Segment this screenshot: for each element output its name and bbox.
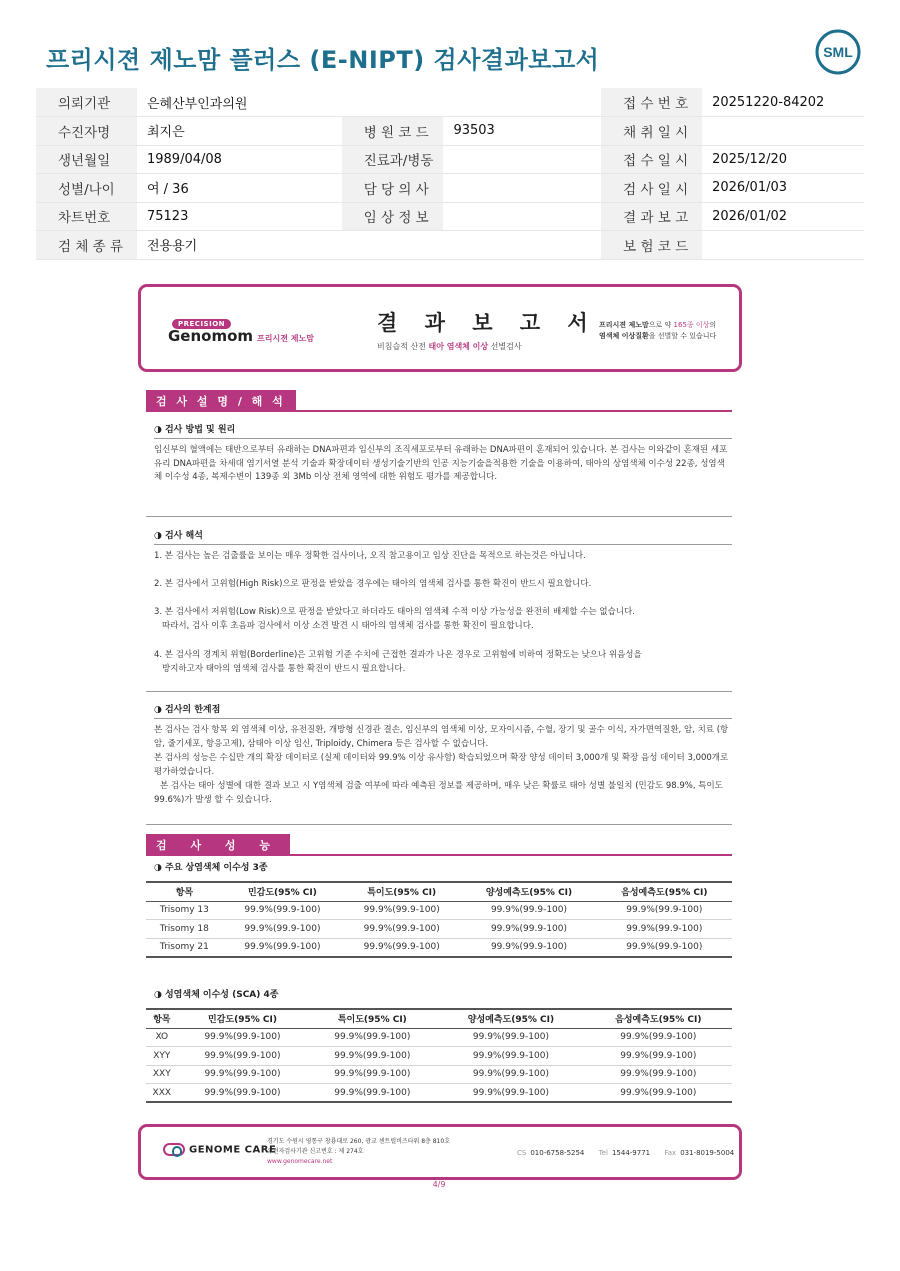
info-label: 병 원 코 드	[342, 117, 444, 146]
info-value: 2025/12/20	[702, 145, 864, 174]
table-cell: 99.9%(99.9-100)	[342, 938, 461, 957]
info-value	[443, 88, 601, 117]
table-cell: 99.9%(99.9-100)	[437, 1028, 584, 1047]
logo-text: SML	[823, 44, 853, 60]
banner-title: 결 과 보 고 서	[377, 311, 598, 335]
table-cell: 99.9%(99.9-100)	[585, 1047, 732, 1066]
interp-item-3: 3. 본 검사에서 저위험(Low Risk)으로 판정을 받았다고 하더라도 태아의 염색체 수적 이상 가능성을 완전히 배제할 수는 없습니다.	[154, 607, 635, 617]
info-label	[342, 231, 444, 260]
limit-item-3: 본 검사는 태아 성별에 대한 결과 보고 시 Y염색체 검출 여부에 따라 예측된 정보를 제공하며, 매우 낮은 확률로 태아 성별 불일치 (민감도 98.9%, 특이도 99.6%)가 발생 할 수 있습니다.	[154, 781, 723, 805]
limit-title: ◑ 검사의 한계점	[154, 702, 732, 719]
divider	[146, 824, 732, 825]
table-cell: 99.9%(99.9-100)	[597, 920, 732, 939]
info-label: 접 수 번 호	[601, 88, 702, 117]
table2-title: ◑ 성염색체 이수성 (SCA) 4종	[154, 990, 279, 1000]
genome-care-icon	[163, 1143, 185, 1156]
info-label: 생년월일	[36, 145, 137, 174]
interp-item-3-cont: 따라서, 검사 이후 초음파 검사에서 이상 소견 발견 시 태아의 염색체 검사를 통한 확진이 필요합니다.	[162, 621, 534, 631]
info-label: 검 체 종 류	[36, 231, 137, 260]
table-cell: 99.9%(99.9-100)	[223, 901, 342, 920]
table-cell: 99.9%(99.9-100)	[342, 901, 461, 920]
info-value: 2026/01/03	[702, 174, 864, 203]
table-row	[146, 901, 732, 920]
performance-table-sca	[146, 1008, 732, 1103]
table-cell: Trisomy 21	[146, 938, 223, 957]
table-row	[146, 920, 732, 939]
info-row	[36, 202, 864, 231]
column-header: 민감도(95% CI)	[178, 1009, 308, 1028]
table-cell: Trisomy 13	[146, 901, 223, 920]
info-label: 의뢰기관	[36, 88, 137, 117]
table-cell: XXX	[146, 1084, 178, 1103]
info-label: 담 당 의 사	[342, 174, 444, 203]
table-cell: 99.9%(99.9-100)	[461, 920, 596, 939]
limit-item-2: 본 검사의 성능은 수십만 개의 확장 데이터로 (실제 데이터와 99.9% 이상 유사함) 학습되었으며 확장 양성 데이터 3,000개 및 확장 음성 데이터 3,000개로 평가하였습니다.	[154, 753, 729, 777]
banner-subtitle: 비침습적 산전 태아 염색체 이상 선별검사	[377, 342, 522, 351]
page-title: 프리시젼 제노맘 플러스 (E-NIPT) 검사결과보고서	[46, 46, 600, 74]
info-label: 진료과/병동	[342, 145, 444, 174]
table-cell: 99.9%(99.9-100)	[437, 1065, 584, 1084]
column-header: 양성예측도(95% CI)	[461, 882, 596, 901]
table-cell: 99.9%(99.9-100)	[461, 938, 596, 957]
table-cell: 99.9%(99.9-100)	[437, 1084, 584, 1103]
table-cell: XXY	[146, 1065, 178, 1084]
column-header: 항목	[146, 1009, 178, 1028]
column-header: 민감도(95% CI)	[223, 882, 342, 901]
page-number: 4/9	[432, 1180, 446, 1189]
info-value	[443, 145, 601, 174]
info-label: 검 사 일 시	[601, 174, 702, 203]
info-row	[36, 145, 864, 174]
info-label: 결 과 보 고	[601, 202, 702, 231]
info-row	[36, 231, 864, 260]
info-value: 여 / 36	[137, 174, 342, 203]
footer-website[interactable]: www.genomecare.net	[267, 1158, 333, 1165]
genomom-logo: Genomom 프리시젼 제노맘	[168, 327, 314, 345]
section-header-performance: 검 사 성 능	[146, 834, 732, 856]
patient-info-table	[36, 88, 864, 260]
performance-table-autosomal	[146, 881, 732, 958]
table-cell: 99.9%(99.9-100)	[178, 1065, 308, 1084]
table-cell: XYY	[146, 1047, 178, 1066]
info-row	[36, 88, 864, 117]
report-footer	[138, 1124, 742, 1180]
table-row	[146, 1065, 732, 1084]
table1-title: ◑ 주요 상염색체 이수성 3종	[154, 863, 268, 873]
divider	[146, 516, 732, 517]
precision-badge: PRECISION	[172, 319, 231, 329]
report-page	[138, 284, 742, 1189]
table-cell: 99.9%(99.9-100)	[223, 920, 342, 939]
info-value: 은혜산부인과의원	[137, 88, 342, 117]
info-value: 75123	[137, 202, 342, 231]
table-cell: 99.9%(99.9-100)	[597, 938, 732, 957]
info-value: 20251220-84202	[702, 88, 864, 117]
table-row	[146, 1084, 732, 1103]
table-row	[146, 1047, 732, 1066]
table-cell: 99.9%(99.9-100)	[307, 1065, 437, 1084]
info-label: 차트번호	[36, 202, 137, 231]
info-value: 2026/01/02	[702, 202, 864, 231]
column-header: 음성예측도(95% CI)	[597, 882, 732, 901]
info-value	[443, 202, 601, 231]
table-cell: 99.9%(99.9-100)	[307, 1028, 437, 1047]
info-value	[443, 231, 601, 260]
limit-item-1: 본 검사는 검사 항목 외 염색체 이상, 유전질환, 개방형 신경관 결손, 임신부의 염색체 이상, 모자이시즘, 수혈, 장기 및 골수 이식, 자가면역질환, 암, 치료 (항암, 줄기세포, 항응고제), 삼태아 이상 임신, Triploidy, Chimera 등은 검사할 수 없습니다.	[154, 725, 729, 749]
interp-item-4: 4. 본 검사의 경계치 위험(Borderline)은 고위험 기준 수치에 근접한 결과가 나온 경우로 고위험에 비하여 정확도는 낮으나 위음성을	[154, 650, 642, 660]
table-cell: 99.9%(99.9-100)	[585, 1065, 732, 1084]
column-header: 특이도(95% CI)	[342, 882, 461, 901]
genome-care-logo: GENOME CARE	[163, 1143, 276, 1156]
info-label: 접 수 일 시	[601, 145, 702, 174]
table-row	[146, 938, 732, 957]
info-label: 채 취 일 시	[601, 117, 702, 146]
info-label	[342, 88, 444, 117]
table-cell: 99.9%(99.9-100)	[585, 1084, 732, 1103]
interp-item-2: 2. 본 검사에서 고위험(High Risk)으로 판정을 받았을 경우에는 태아의 염색체 검사를 통한 확진이 반드시 필요합니다.	[154, 579, 592, 589]
info-row	[36, 174, 864, 203]
info-label: 임 상 정 보	[342, 202, 444, 231]
info-label: 성별/나이	[36, 174, 137, 203]
interp-item-4-cont: 방지하고자 태아의 염색체 검사를 통한 확진이 반드시 필요합니다.	[162, 664, 406, 674]
divider	[146, 691, 732, 692]
info-value	[702, 231, 864, 260]
info-label: 보 험 코 드	[601, 231, 702, 260]
info-value: 전용용기	[137, 231, 342, 260]
column-header: 특이도(95% CI)	[307, 1009, 437, 1028]
table-cell: 99.9%(99.9-100)	[223, 938, 342, 957]
banner-tagline: 프리시젼 제노맘으로 약 165종 이상의 염색체 이상질환을 선별할 수 있습니다	[599, 321, 717, 340]
info-value: 93503	[443, 117, 601, 146]
method-title: ◑ 검사 방법 및 원리	[154, 422, 732, 439]
info-label: 수진자명	[36, 117, 137, 146]
table-cell: XO	[146, 1028, 178, 1047]
column-header: 항목	[146, 882, 223, 901]
info-value: 1989/04/08	[137, 145, 342, 174]
sml-logo	[814, 28, 862, 76]
interp-title: ◑ 검사 해석	[154, 528, 732, 545]
table-cell: 99.9%(99.9-100)	[178, 1047, 308, 1066]
info-value: 최지은	[137, 117, 342, 146]
table-cell: 99.9%(99.9-100)	[307, 1047, 437, 1066]
footer-address: 경기도 수원시 영통구 창룡대로 260, 광교 센트럴비즈타워 8층 810호 유전자검사기관 신고번호 : 제 274호 www.genomecare.net	[267, 1138, 450, 1165]
table-cell: 99.9%(99.9-100)	[585, 1028, 732, 1047]
table-cell: 99.9%(99.9-100)	[178, 1028, 308, 1047]
interp-item-1: 1. 본 검사는 높은 검출률을 보이는 매우 정확한 검사이나, 오직 참고용이고 임상 진단을 목적으로 하는것은 아닙니다.	[154, 551, 586, 561]
report-banner	[138, 284, 742, 372]
table-cell: 99.9%(99.9-100)	[437, 1047, 584, 1066]
footer-contacts: CS 010-6758-5254 Tel 1544-9771 Fax 031-8019-5004	[517, 1149, 735, 1157]
table-cell: 99.9%(99.9-100)	[178, 1084, 308, 1103]
table-cell: Trisomy 18	[146, 920, 223, 939]
table-cell: 99.9%(99.9-100)	[307, 1084, 437, 1103]
column-header: 음성예측도(95% CI)	[585, 1009, 732, 1028]
table-row	[146, 1028, 732, 1047]
info-value	[443, 174, 601, 203]
column-header: 양성예측도(95% CI)	[437, 1009, 584, 1028]
section-header-explanation: 검 사 설 명 / 해 석	[146, 390, 732, 412]
info-value	[702, 117, 864, 146]
info-row	[36, 117, 864, 146]
method-text: 임신부의 혈액에는 태반으로부터 유래하는 DNA파편과 임신부의 조직세포로부터 유래하는 DNA파편이 혼재되어 있습니다. 본 검사는 이와같이 혼재된 세포유리 DNA파편을 차세대 염기서열 분석 기술과 확장데이터 생성기술기반의 인공 지능기술을적용한 기술을 이용하여, 태아의 상염색체 이수성 22종, 성염색체 이수성 4종, 복제수변이 139종 외 3Mb 이상 전체 영역에 대한 위험도 평가를 제공합니다.	[154, 445, 728, 482]
table-cell: 99.9%(99.9-100)	[597, 901, 732, 920]
table-cell: 99.9%(99.9-100)	[342, 920, 461, 939]
table-cell: 99.9%(99.9-100)	[461, 901, 596, 920]
